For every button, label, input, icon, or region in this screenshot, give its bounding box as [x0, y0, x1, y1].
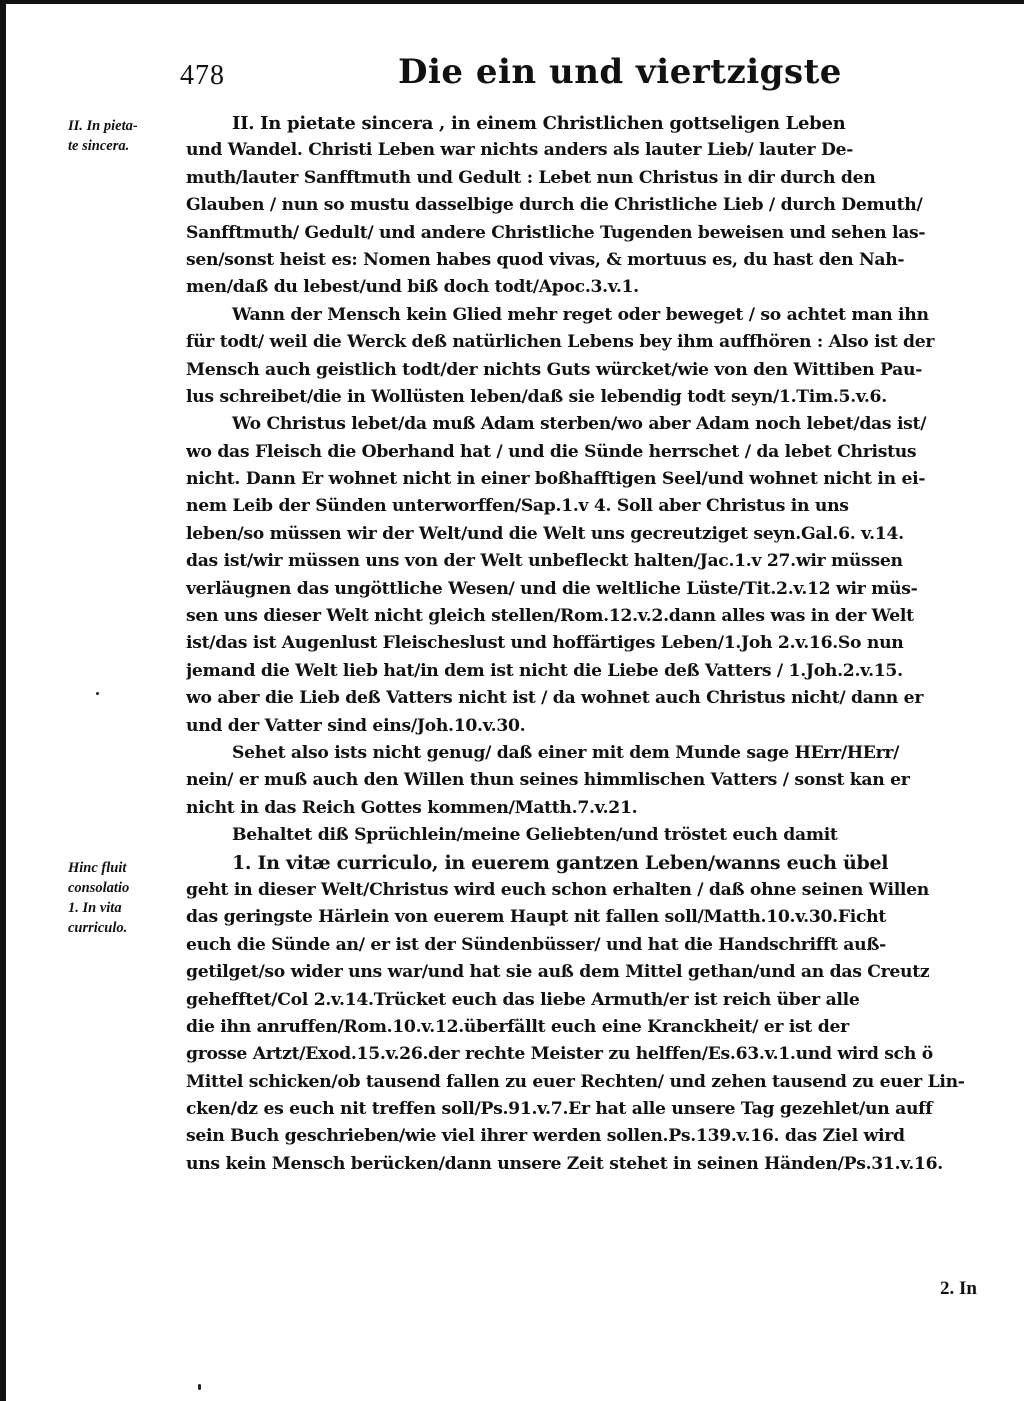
text-line: das geringste Härlein von euerem Haupt nit fallen soll/Matth.10.v.30.Ficht: [186, 907, 887, 928]
scan-edge-left: [0, 0, 6, 1401]
text-line: ist/das ist Augenlust Fleischeslust und hoffärtiges Leben/1.Joh 2.v.16.So nun: [186, 633, 904, 654]
text-line: nicht. Dann Er wohnet nicht in einer boßhafftigen Seel/und wohnet nicht in ei-: [186, 469, 926, 490]
text-line: getilget/so wider uns war/und hat sie auß dem Mittel gethan/und an das Creutz: [186, 962, 930, 983]
page-header: [180, 52, 1000, 100]
text-line: euch die Sünde an/ er ist der Sündenbüsser/ und hat die Handschrifft auß-: [186, 934, 886, 955]
ink-speck: [198, 1384, 201, 1390]
margin-note-line: Hinc fluit: [68, 860, 127, 876]
margin-note-pietate: [68, 116, 176, 156]
text-line: II. In pietate sincera , in einem Christlichen gottseligen Leben: [232, 113, 846, 134]
text-line: für todt/ weil die Werck deß natürlichen Lebens bey ihm auffhören : Also ist der: [186, 332, 935, 353]
text-line: sen uns dieser Welt nicht gleich stellen/Rom.12.v.2.dann alles was in der Welt: [186, 606, 914, 627]
text-line: Mittel schicken/ob tausend fallen zu euer Rechten/ und zehen tausend zu euer Lin-: [186, 1071, 965, 1092]
text-line: Behaltet diß Sprüchlein/meine Geliebten/und tröstet euch damit: [232, 825, 838, 846]
text-line: Sanfftmuth/ Gedult/ und andere Christliche Tugenden beweisen und sehen las-: [186, 222, 926, 243]
ink-speck: [96, 692, 99, 695]
text-line: geht in dieser Welt/Christus wird euch schon erhalten / daß ohne seinen Willen: [186, 879, 929, 900]
text-line: men/daß du lebest/und biß doch todt/Apoc.3.v.1.: [186, 277, 639, 298]
text-line: wo aber die Lieb deß Vatters nicht ist / da wohnet auch Christus nicht/ dann er: [186, 688, 924, 709]
text-line: nicht in das Reich Gottes kommen/Matth.7.v.21.: [186, 797, 638, 818]
text-line: und Wandel. Christi Leben war nichts anders als lauter Lieb/ lauter De-: [186, 140, 854, 161]
margin-note-line: 1. In vita: [68, 900, 122, 916]
scan-edge-top: [0, 0, 1024, 4]
text-line: muth/lauter Sanfftmuth und Gedult : Lebet nun Christus in dir durch den: [186, 167, 876, 188]
text-line: 1. In vitæ curriculo, in euerem gantzen Leben/wanns euch übel: [232, 851, 889, 874]
margin-note-line: consolatio: [68, 880, 130, 896]
catchword: 2. In: [940, 1278, 977, 1299]
margin-note-line: te sincera.: [68, 138, 130, 154]
margin-note-line: II. In pieta-: [68, 118, 138, 134]
text-line: und der Vatter sind eins/Joh.10.v.30.: [186, 715, 526, 736]
page-number: 478: [180, 60, 225, 91]
text-line: sein Buch geschrieben/wie viel ihrer werden sollen.Ps.139.v.16. das Ziel wird: [186, 1126, 905, 1147]
text-line: sen/sonst heist es: Nomen habes quod vivas, & mortuus es, du hast den Nah-: [186, 249, 905, 270]
text-line: wo das Fleisch die Oberhand hat / und die Sünde herrschet / da lebet Christus: [186, 441, 917, 462]
text-line: grosse Artzt/Exod.15.v.26.der rechte Meister zu helffen/Es.63.v.1.und wird sch ö: [186, 1044, 933, 1065]
text-line: lus schreibet/die in Wollüsten leben/daß sie lebendig todt seyn/1.Tim.5.v.6.: [186, 386, 887, 407]
text-line: gehefftet/Col 2.v.14.Trücket euch das liebe Armuth/er ist reich über alle: [186, 989, 860, 1010]
body-text: [186, 110, 992, 1178]
text-line: Wann der Mensch kein Glied mehr reget oder beweget / so achtet man ihn: [232, 304, 929, 325]
text-line: Wo Christus lebet/da muß Adam sterben/wo aber Adam noch lebet/das ist/: [232, 414, 927, 435]
text-line: Glauben / nun so mustu dasselbige durch die Christliche Lieb / durch Demuth/: [186, 195, 923, 216]
text-line: cken/dz es euch nit treffen soll/Ps.91.v.7.Er hat alle unsere Tag gezehlet/un auff: [186, 1099, 933, 1120]
margin-note-consolatio: [68, 858, 176, 938]
text-line: Mensch auch geistlich todt/der nichts Guts würcket/wie von den Wittiben Pau-: [186, 359, 923, 380]
text-line: jemand die Welt lieb hat/in dem ist nicht die Liebe deß Vatters / 1.Joh.2.v.15.: [186, 660, 903, 681]
text-line: uns kein Mensch berücken/dann unsere Zeit stehet in seinen Händen/Ps.31.v.16.: [186, 1153, 943, 1174]
text-line: Sehet also ists nicht genug/ daß einer mit dem Munde sage HErr/HErr/: [232, 742, 900, 763]
text-line: das ist/wir müssen uns von der Welt unbefleckt halten/Jac.1.v 27.wir müssen: [186, 551, 903, 572]
text-line: verläugnen das ungöttliche Wesen/ und die weltliche Lüste/Tit.2.v.12 wir müs-: [186, 578, 918, 599]
running-head: Die ein und viertzigste: [398, 52, 842, 92]
text-line: die ihn anruffen/Rom.10.v.12.überfällt euch eine Kranckheit/ er ist der: [186, 1016, 849, 1037]
margin-note-line: curriculo.: [68, 920, 128, 936]
text-line: leben/so müssen wir der Welt/und die Welt uns gecreutziget seyn.Gal.6. v.14.: [186, 523, 904, 544]
text-line: nem Leib der Sünden unterworffen/Sap.1.v 4. Soll aber Christus in uns: [186, 496, 849, 517]
text-line: nein/ er muß auch den Willen thun seines himmlischen Vatters / sonst kan er: [186, 770, 910, 791]
